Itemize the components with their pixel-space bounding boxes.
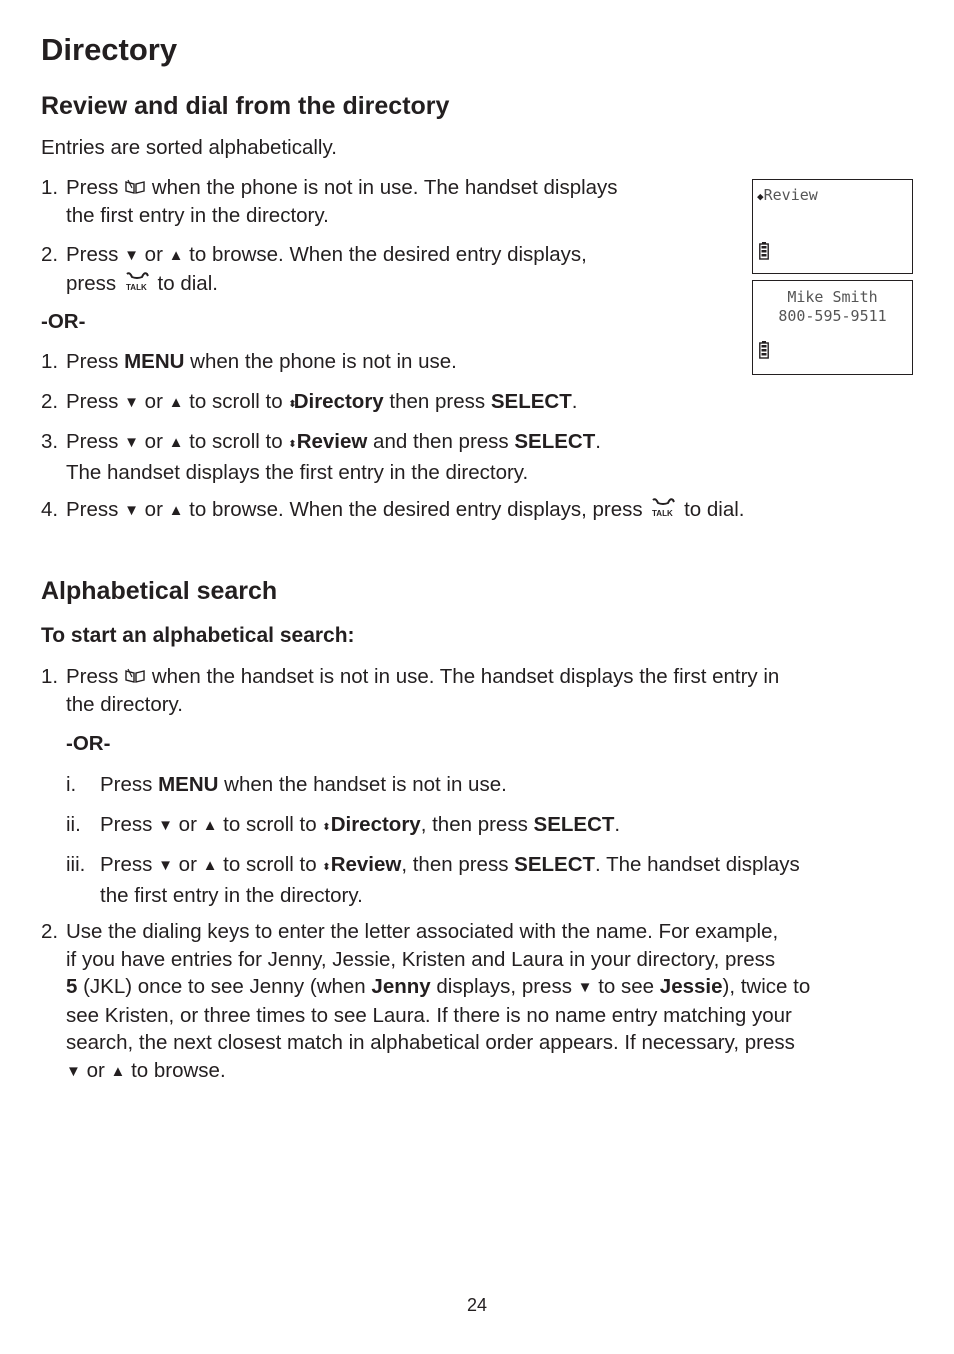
up-arrow-icon: ▲ (168, 247, 184, 264)
substep-number: i. (66, 773, 77, 796)
lcd-screen-entry (752, 280, 913, 375)
intro-text: Entries are sorted alphabetically. (41, 136, 337, 159)
up-arrow-icon: ▲ (202, 857, 218, 874)
scroll-arrows-icon: ◆ (757, 190, 764, 203)
step-text: Press ▼ or ▲ to scroll to ⬍Review and then press SELECT. The handset displays the first entry in the directory. (66, 430, 601, 484)
down-arrow-icon: ▼ (124, 502, 139, 520)
talk-key-icon (648, 496, 678, 526)
scroll-arrows-icon: ⬍ (288, 399, 294, 410)
up-arrow-icon: ▲ (110, 1062, 126, 1080)
step-number: 2. (41, 920, 59, 943)
up-arrow-icon: ▲ (168, 434, 184, 451)
step-text: Press MENU when the phone is not in use. (66, 350, 457, 373)
svg-text:TALK: TALK (652, 509, 674, 518)
step-number: 3. (41, 430, 59, 453)
directory-book-icon (124, 664, 146, 692)
down-arrow-icon: ▼ (124, 247, 139, 264)
up-arrow-icon: ▲ (202, 817, 218, 834)
section-heading-alpha: Alphabetical search (41, 577, 278, 605)
page-number: 24 (466, 1295, 488, 1315)
battery-icon (759, 341, 769, 359)
scroll-arrows-icon: ⬍ (322, 862, 331, 873)
step-number: 4. (41, 498, 59, 521)
talk-key-icon (122, 270, 152, 300)
svg-text:TALK: TALK (125, 282, 147, 292)
step-text: Press ▼ or ▲ to browse. When the desired entry displays, press TALK to dial. (66, 496, 926, 526)
up-arrow-icon: ▲ (168, 502, 184, 520)
down-arrow-icon: ▼ (577, 979, 593, 996)
page-title: Directory (41, 32, 178, 67)
substep-text: Press MENU when the handset is not in use. (100, 773, 507, 796)
lcd-review-text: Review (763, 186, 818, 204)
step-text: Use the dialing keys to enter the letter associated with the name. For example, if you have entries for Jenny, Jessie, Kristen and Laura in your directory, press 5 (JKL) once to see Jenny (when Jenny displays, press ▼ to see Jessie), twice to see Kristen, or three times to see Laura. If there is no name entry matching your search, the next closest match in alphabetical order appears. If necessary, press ▼ or ▲ to browse. (66, 918, 926, 1085)
down-arrow-icon: ▼ (158, 817, 173, 834)
step-text: Press when the phone is not in use. The handset displays the first entry in the directory. (66, 176, 618, 228)
subheading-start-search: To start an alphabetical search: (41, 624, 355, 647)
down-arrow-icon: ▼ (124, 394, 139, 411)
substep-number: iii. (66, 853, 86, 876)
substep-text: Press ▼ or ▲ to scroll to ⬍Directory, then press SELECT. (100, 811, 920, 842)
step-number: 1. (41, 665, 59, 688)
step-number: 1. (41, 176, 59, 199)
or-divider: -OR- (66, 732, 111, 755)
down-arrow-icon: ▼ (158, 857, 173, 874)
battery-icon (759, 242, 769, 260)
step-text: Press ▼ or ▲ to scroll to ⬍Directory then press SELECT. (66, 388, 766, 419)
step-number: 2. (41, 243, 59, 266)
step-text: Press ▼ or ▲ to browse. When the desired entry displays, press TALK to dial. (66, 241, 706, 299)
directory-book-icon (124, 175, 146, 203)
lcd-entry-number: 800-595-9511 (778, 307, 887, 325)
down-arrow-icon: ▼ (66, 1062, 81, 1080)
step-text: Press when the handset is not in use. The handset displays the first entry in the directory. (66, 665, 780, 717)
section-heading-review: Review and dial from the directory (41, 92, 450, 120)
substep-text: Press ▼ or ▲ to scroll to ⬍Review, then press SELECT. The handset displays the first entry in the directory. (100, 853, 800, 907)
scroll-arrows-icon: ⬍ (322, 822, 331, 833)
down-arrow-icon: ▼ (124, 434, 139, 451)
scroll-arrows-icon: ⬍ (288, 439, 297, 450)
step-number: 2. (41, 390, 59, 413)
up-arrow-icon: ▲ (168, 394, 184, 411)
lcd-entry-name: Mike Smith (787, 288, 878, 306)
lcd-screen-review (752, 179, 913, 274)
step-number: 1. (41, 350, 59, 373)
substep-number: ii. (66, 813, 81, 836)
or-divider: -OR- (41, 310, 86, 333)
